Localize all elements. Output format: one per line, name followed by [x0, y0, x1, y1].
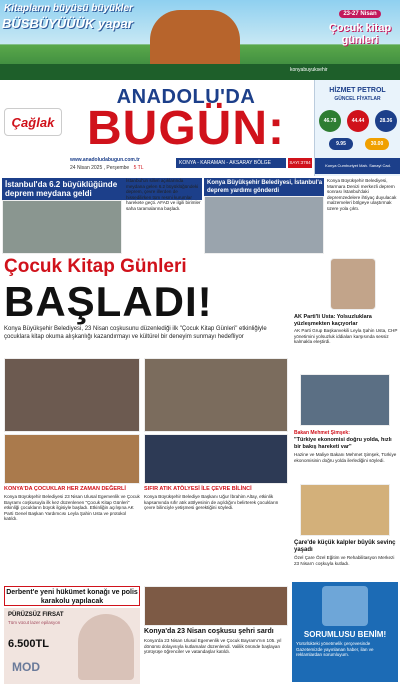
top-story-istanbul[interactable]: [2, 178, 202, 254]
price: 5 TL: [133, 165, 144, 171]
top-banner: [0, 0, 400, 80]
ad-title: SORUMLUSU BENİM!: [303, 630, 387, 639]
children-photo: [144, 358, 288, 432]
derbent-headline[interactable]: Derbent'e yeni hükümet konağı ve polis karakolu yapılacak: [4, 586, 140, 606]
care-center-photo: [300, 484, 390, 536]
sidebar-story1-body: AK Parti Grup Başkanvekili Leyla Şahin Usta, CHP yönetimini yolsuzluk iddiaları karşısında sessiz kalmakla eleştirdi.: [294, 328, 398, 345]
sidebar-story3-body: Özel Çare Özel Eğitim ve Rehabilitasyon Merkezi 23 Nisan'ı coşkuyla kutladı.: [294, 555, 395, 566]
top-story-2-headline: Konya Büyükşehir Belediyesi, İstanbul'a deprem yardımı gönderdi: [207, 180, 323, 194]
event-date: 23-27 Nisan: [339, 10, 380, 18]
caption-right: SIFIR ATIK ATÖLYESİ İLE ÇEVRE BİLİNCİ: [144, 486, 252, 492]
issue-number: SAYI:3784: [288, 158, 312, 168]
sponsor-logo: [4, 108, 62, 136]
responsibility-ad: [292, 582, 398, 682]
ad-person-image: [322, 586, 368, 626]
stage-photo: [144, 434, 288, 484]
laser-ad-title: PÜRÜZSÜZ FIRSAT: [8, 612, 64, 618]
social-handle[interactable]: konyabuyuksehir: [290, 67, 328, 73]
bottom-section: [0, 586, 290, 684]
fuel-price-3: 28.36: [375, 110, 397, 132]
simsek-photo: [300, 374, 390, 426]
top-story-1-body: İstanbul'un silivri açıklarında meydana gelen 6.2 büyüklüğündeki deprem, çevre illerden de hissedilirken tüm resmi kurumlar harekete geçti. AFAD ve ilgili birimler saha taramalarına başladı.: [126, 178, 201, 211]
illustration-tree-house: [150, 10, 240, 68]
sidebar-story2-headline[interactable]: "Türkiye ekonomisi doğru yolda, hızlı bir bakış hareketi var": [294, 437, 392, 450]
banner-headline-line2: BÜSBÜYÜÜÜK yapar: [2, 16, 133, 31]
sidebar-story2-body: Hazine ve Maliye Bakanı Mehmet Şimşek, Türkiye ekonomisinin doğru yolda ilerlediğini söyledi.: [294, 452, 397, 463]
subtitle-bar: KONYA - KARAMAN - AKSARAY BÖLGE GAZETESİ: [176, 158, 286, 168]
main-kicker: Çocuk Kitap Günleri: [4, 256, 187, 277]
website[interactable]: www.anadoludabugun.com.tr: [70, 157, 140, 163]
aid-trucks-photo: [204, 196, 324, 254]
ceremony-photo: [4, 358, 140, 432]
top-story-2-body: Konya Büyükşehir Belediyesi, Marmara Denizi merkezli deprem sonrası İstanbul'daki depremzedelere ihtiyaç duyulacak malzemeleri bölgeye ulaştırmak üzere yola çıktı.: [327, 178, 397, 211]
sidebar-story2-author: Bakan Mehmet Şimşek:: [294, 430, 350, 436]
fuel-brand: HİZMET PETROL: [329, 87, 386, 94]
body-left: Konya Büyükşehir Belediyesi 23 Nisan Ulusal Egemenlik ve Çocuk Bayramı coşkusuyla ilk kez düzenlenen "Çocuk Kitap Günleri" etkinliği çocukların büyük ilgisiyle başladı. Etkinliğin açılışına AK Parti Genel Başkan Yardımcısı Leyla Şahin Usta ve protokol katıldı.: [4, 494, 140, 522]
usta-photo: [330, 258, 376, 310]
sponsor-logo-text: Çağlak: [11, 114, 55, 130]
sidebar-story1-headline[interactable]: AK Parti'li Usta: Yolsuzluklara yüzleşmekten kaçıyorlar: [294, 314, 372, 327]
masthead-name-top: ANADOLU'DA: [116, 86, 256, 108]
top-story-konya-aid[interactable]: [204, 178, 398, 254]
laser-ad-price: 6.500TL: [8, 638, 49, 650]
main-lead: Konya Büyükşehir Belediyesi, 23 Nisan coşkusunu düzenlediği ilk "Çocuk Kitap Günleri" etkinliğiyle çocuklara kitap okuma alışkanlığı kazandırmayı ve kültürel bir deneyim sunmayı hedefliyor: [4, 326, 267, 340]
ad-model-image: [78, 614, 134, 680]
laser-ad-brand: MOD: [12, 660, 40, 674]
earthquake-photo: [2, 200, 122, 254]
main-headline: BAŞLADI!: [4, 278, 213, 325]
fuel-price-1: 46.78: [319, 110, 341, 132]
laser-ad-sub: Tüm vücut lazer epilasyon: [8, 620, 61, 625]
event-title: Çocuk kitap günleri: [328, 22, 392, 46]
fuel-panel: [314, 80, 400, 176]
ad-body: Yürürlükteki yönetmelik çerçevesinde Gazetemizde yayınlanan haber, ilan ve reklamlardan sorumluyum.: [296, 641, 374, 657]
main-story: [0, 256, 290, 586]
fuel-price-2: 44.44: [347, 110, 369, 132]
festival-body: Konya'da 23 Nisan Ulusal Egemenlik ve Çocuk Bayramı'nın 105. yıl dönümü dolayısıyla kutlamalar düzenlendi. Valilik önünde başlayan yürüyüşe öğrenciler ve vatandaşlar katıldı.: [144, 638, 282, 655]
caption-left: KONYA'DA ÇOCUKLAR HER ZAMAN DEĞERLİ: [4, 486, 126, 492]
event-badge: [322, 2, 398, 62]
sidebar: [290, 256, 400, 684]
fuel-price-5: 30.00: [365, 138, 389, 150]
fuel-heading: GÜNCEL FİYATLAR: [334, 96, 381, 102]
kids-reading-photo: [4, 434, 140, 484]
banner-headline-line1: Kitapların büyüsü büyükler: [4, 3, 133, 14]
top-story-1-headline: İstanbul'da 6.2 büyüklüğünde deprem meydana geldi: [5, 180, 118, 198]
festival-photo: [144, 586, 288, 626]
fuel-price-4: 9.95: [329, 138, 353, 150]
laser-ad[interactable]: [4, 608, 140, 684]
issue-date: 24 Nisan 2025 , Perşembe: [70, 165, 130, 171]
sidebar-story3-headline[interactable]: Çare'de küçük kalpler büyük sevinç yaşadı: [294, 540, 396, 553]
body-right: Konya Büyükşehir Belediye Başkanı Uğur İbrahim Altay, etkinlik kapsamında sıfır atık atölyesinin de açıldığını belirterek çocukların çevre bilinciyle yetişmesi gerektiğini söyledi.: [144, 494, 279, 511]
masthead-name-main: BUGÜN:: [87, 102, 285, 155]
fuel-address: Konya Cumhuriyet Mah. Sanayi Cad.: [315, 158, 400, 174]
festival-headline[interactable]: Konya'da 23 Nisan coşkusu şehri sardı: [144, 628, 274, 635]
